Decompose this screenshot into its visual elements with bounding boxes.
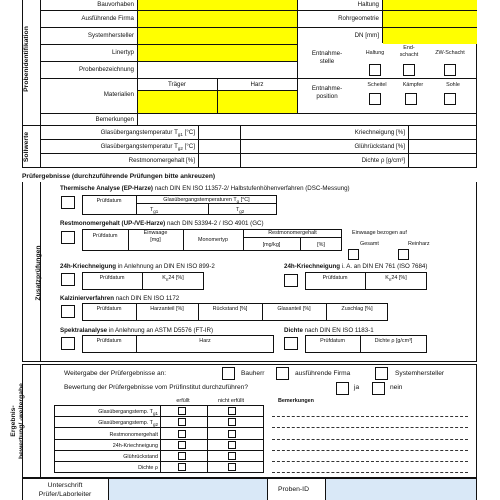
sp-harz: Harz: [199, 338, 211, 344]
ka-zuschlag: Zuschlag [%]: [341, 306, 373, 312]
bauvorhaben-label: Bauvorhaben: [97, 1, 134, 8]
probe-section-label: Probenidentifikation: [23, 26, 30, 92]
erfuellt-kriech-checkbox[interactable]: [178, 441, 186, 449]
erg-row-kriech: 24h-Kriechneigung: [112, 443, 158, 449]
erg-nein: nein: [390, 384, 403, 391]
kr-kn24: $K_n24$ [%]: [162, 275, 184, 283]
erg-ausf-firma: ausführende Firma: [295, 370, 351, 377]
bewertung-ja-checkbox[interactable]: [336, 382, 349, 395]
kr2-pruefdatum: Prüfdatum: [322, 275, 348, 281]
rm-reinharz-checkbox[interactable]: [398, 249, 409, 260]
erg-weiter: Weitergabe der Prüfergebnisse an:: [64, 370, 167, 377]
linertyp-label: Linertyp: [111, 49, 134, 56]
rohrgeometrie-input[interactable]: [383, 11, 477, 27]
stelle-opt-endschacht: End- schacht: [399, 45, 419, 58]
erg-syshersteller: Systemhersteller: [395, 370, 445, 377]
di-checkbox[interactable]: [284, 337, 298, 350]
bewertung-nein-checkbox[interactable]: [372, 382, 385, 395]
dn-label: DN [mm]: [354, 32, 379, 39]
nicht-dichte-checkbox[interactable]: [228, 463, 236, 471]
kr2-checkbox[interactable]: [284, 274, 298, 287]
erg-nicht-erfuellt: nicht erfüllt: [217, 398, 245, 404]
kr2-title: 24h-Kriechneigung i. A. an DIN EN 761 (ISO 7684): [284, 263, 428, 270]
firma-input[interactable]: [138, 11, 297, 27]
pruef-heading: Prüfergebnisse (durchzuführende Prüfungen bitte ankreuzen): [22, 173, 216, 180]
ka-checkbox[interactable]: [61, 305, 75, 318]
thermal-title: Thermische Analyse (EP-Harze) nach DIN EN ISO 11357-2/ Halbstufenhöhenverfahren (DSC-Messung): [60, 185, 350, 192]
rm-mgkg: [mg/kg]: [262, 242, 281, 248]
stelle-zwschacht-checkbox[interactable]: [444, 64, 456, 76]
bemerkungen-label: Bemerkungen: [95, 116, 134, 123]
erg-row-dichte: Dichte ρ: [138, 465, 158, 471]
signature-field[interactable]: [109, 479, 267, 500]
dn-input[interactable]: [383, 28, 477, 44]
pos-opt-kaempfer: Kämpfer: [402, 82, 424, 88]
entnahmeposition-label: Entnahme- position: [311, 85, 343, 100]
nicht-kriech-checkbox[interactable]: [228, 441, 236, 449]
erg-row-tg2: Glasübergangstemp. $T_{g2}$: [98, 420, 158, 428]
rohrgeometrie-label: Rohrgeometrie: [338, 15, 379, 22]
traeger-label: Träger: [168, 81, 186, 88]
systemhersteller-label: Systemhersteller: [87, 32, 134, 39]
footer-unterschrift: Unterschrift Prüfer/Laborleiter: [38, 482, 92, 498]
kr-checkbox[interactable]: [61, 273, 75, 286]
ka-glasanteil: Glasanteil [%]: [277, 306, 311, 312]
haltung-input[interactable]: [383, 0, 477, 10]
pos-opt-scheitel: Scheitel: [367, 82, 387, 88]
ka-pruefdatum: Prüfdatum: [96, 306, 122, 312]
nicht-tg1-checkbox[interactable]: [228, 407, 236, 415]
soll-tg2-label: Glasübergangstemperatur $T_{g2}$ [°C]: [100, 143, 195, 152]
nicht-tg2-checkbox[interactable]: [228, 418, 236, 426]
erg-section-label: Ergebnis- bewertung/ -weitergabe: [10, 383, 25, 459]
entnahmestelle-label: Entnahme- stelle: [311, 50, 343, 65]
rm-checkbox[interactable]: [61, 231, 75, 244]
sp-title: Spektralanalyse in Anlehnung an ASTM D5576 (FT-IR): [60, 327, 214, 334]
rm-head: Restmonomergehalt: [268, 230, 317, 236]
thermal-tg1: $T_{g1}$: [150, 207, 159, 215]
thermal-pruefdatum: Prüfdatum: [96, 198, 122, 204]
kr2-kn24: $K_n24$ [%]: [385, 275, 407, 283]
stelle-haltung-checkbox[interactable]: [369, 64, 381, 76]
nicht-rest-checkbox[interactable]: [228, 430, 236, 438]
soll-section-label: Sollwerte: [23, 131, 30, 163]
stelle-endschacht-checkbox[interactable]: [403, 64, 415, 76]
rm-pruefdatum: Prüfdatum: [92, 233, 118, 239]
sp-checkbox[interactable]: [61, 337, 75, 350]
di-pruefdatum: Prüfdatum: [320, 338, 345, 344]
erg-row-rest: Restmonomergehalt: [109, 432, 158, 438]
rm-reinharz: Reinharz: [408, 241, 430, 247]
soll-kriech-label: Kriechneigung [%]: [354, 129, 405, 136]
soll-rest-label: Restmonomergehalt [%]: [128, 157, 195, 164]
footer-proben-id: Proben-ID: [278, 486, 309, 493]
soll-dichte-label: Dichte ρ [g/cm³]: [361, 157, 405, 164]
erg-bauherr: Bauherr: [241, 370, 265, 377]
thermal-glas-head: Glasübergangstemperaturen $T_g$ [°C]: [163, 197, 250, 205]
pruef-section-label: Zusatzprüfungen: [35, 245, 42, 301]
systemhersteller-input[interactable]: [138, 28, 297, 44]
harz-input[interactable]: [218, 90, 297, 113]
thermal-tg2: $T_{g2}$: [236, 207, 245, 215]
ka-title: Kalzinierverfahren nach DIN EN ISO 1172: [60, 295, 180, 302]
erfuellt-gluehr-checkbox[interactable]: [178, 452, 186, 460]
rm-title: Restmonomergehalt (UP-/VE-Harze) nach DIN 53394-2 / ISO 4901 (GC): [60, 220, 264, 227]
firma-label: Ausführende Firma: [81, 15, 134, 22]
soll-tg1-label: Glasübergangstemperatur $T_{g1}$ [°C]: [100, 129, 195, 138]
bauherr-checkbox[interactable]: [222, 367, 235, 380]
stelle-opt-zwschacht: ZW-Schacht: [435, 50, 465, 56]
proben-id-field[interactable]: [326, 479, 476, 500]
rm-einwaage: Einwaage [mg]: [143, 230, 168, 243]
sp-pruefdatum: Prüfdatum: [96, 338, 122, 344]
pos-opt-sohle: Sohle: [446, 82, 460, 88]
kr-title: 24h-Kriechneigung in Anlehnung an DIN EN ISO 899-2: [60, 263, 215, 270]
pos-sohle-checkbox[interactable]: [444, 93, 456, 105]
erfuellt-rest-checkbox[interactable]: [178, 430, 186, 438]
nicht-gluehr-checkbox[interactable]: [228, 452, 236, 460]
erfuellt-dichte-checkbox[interactable]: [178, 463, 186, 471]
erg-erfuellt: erfüllt: [176, 398, 190, 404]
ka-rueckstand: Rückstand [%]: [212, 306, 248, 312]
rm-monomertyp: Monomertyp: [198, 237, 228, 243]
harz-label: Harz: [250, 81, 264, 88]
bauvorhaben-input[interactable]: [138, 0, 297, 10]
di-title: Dichte nach DIN EN ISO 1183-1: [284, 327, 374, 334]
soll-gluehr-label: Glührückstand [%]: [354, 143, 405, 150]
erg-ja: ja: [354, 384, 360, 391]
linertyp-input[interactable]: [138, 45, 297, 61]
materialien-label: Materialien: [103, 91, 134, 98]
erfuellt-tg2-checkbox[interactable]: [178, 418, 186, 426]
traeger-input[interactable]: [138, 90, 217, 113]
stelle-opt-haltung: Haltung: [365, 50, 385, 56]
ausf-firma-checkbox[interactable]: [276, 367, 289, 380]
pos-kaempfer-checkbox[interactable]: [405, 93, 417, 105]
erg-bewertung: Bewertung der Prüfergebnisse vom Prüfinstitut durchzuführen?: [64, 384, 248, 391]
di-dichte: Dichte ρ [g/cm³]: [374, 338, 413, 344]
ka-harzanteil: Harzanteil [%]: [150, 306, 184, 312]
erfuellt-tg1-checkbox[interactable]: [178, 407, 186, 415]
thermal-checkbox[interactable]: [61, 196, 75, 209]
rm-gesamt: Gesamt: [360, 241, 379, 247]
haltung-label: Haltung: [357, 1, 379, 8]
pos-scheitel-checkbox[interactable]: [369, 93, 381, 105]
probenbezeichnung-label: Probenbezeichnung: [78, 66, 134, 73]
rm-pct: [%]: [317, 242, 325, 248]
erg-bemerkungen: Bemerkungen: [278, 398, 314, 404]
syshersteller-checkbox[interactable]: [375, 367, 388, 380]
erg-row-gluehr: Glührückstand: [123, 454, 158, 460]
erg-row-tg1: Glasübergangstemp. $T_{g1}$: [98, 409, 158, 417]
kr-pruefdatum: Prüfdatum: [99, 275, 125, 281]
rm-gesamt-checkbox[interactable]: [348, 249, 359, 260]
rm-einwaage-bez: Einwaage bezogen auf: [352, 230, 407, 236]
